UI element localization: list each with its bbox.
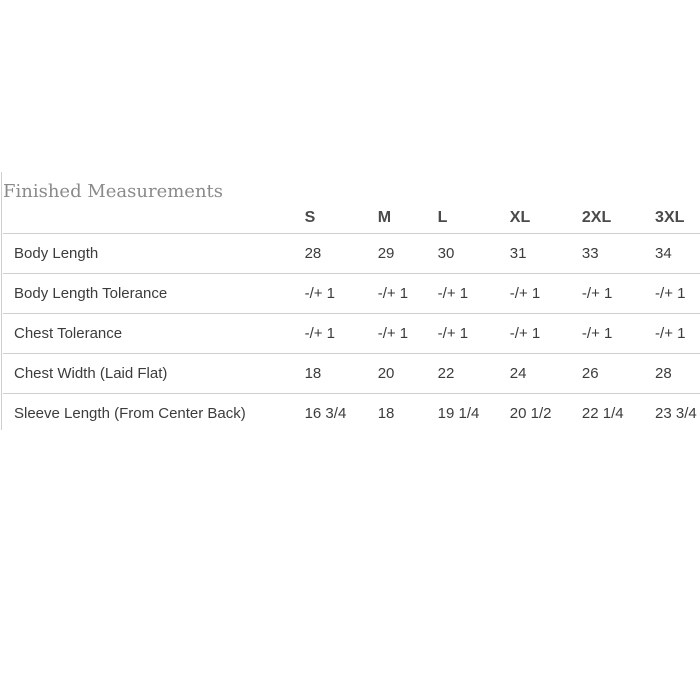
table-row — [3, 314, 700, 354]
cell-value: -/+ 1 — [427, 274, 499, 314]
cell-value: 16 3/4 — [304, 405, 347, 422]
cell-value: 19 1/4 — [437, 405, 480, 422]
row-label: Sleeve Length (From Center Back) — [14, 405, 246, 422]
cell-value: 33 — [571, 234, 644, 274]
header-size-xl: XL — [499, 203, 571, 234]
header-row — [3, 203, 700, 234]
cell-value: 28 — [644, 354, 700, 394]
size-chart-table — [3, 203, 700, 433]
header-label-cell — [3, 203, 294, 234]
row-label: Body Length Tolerance — [3, 274, 294, 314]
cell-value: 20 1/2 — [509, 405, 552, 422]
cell-value: -/+ 1 — [499, 314, 571, 354]
cell-value: 28 — [294, 234, 367, 274]
cell-value: -/+ 1 — [294, 314, 367, 354]
cell-value: 34 — [644, 234, 700, 274]
cell-value: 31 — [499, 234, 571, 274]
table-left-border — [1, 172, 2, 430]
cell-value: -/+ 1 — [427, 314, 499, 354]
table-row — [3, 394, 700, 434]
cell-value: -/+ 1 — [644, 274, 700, 314]
cell-value: 20 — [367, 354, 427, 394]
cell-value: 30 — [427, 234, 499, 274]
cell-value: 29 — [367, 234, 427, 274]
table-row — [3, 354, 700, 394]
cell-value: -/+ 1 — [571, 314, 644, 354]
table-row — [3, 234, 700, 274]
row-label: Chest Width (Laid Flat) — [3, 354, 294, 394]
header-size-2xl: 2XL — [571, 203, 644, 234]
header-size-3xl: 3XL — [644, 203, 700, 234]
cell-value: -/+ 1 — [367, 274, 427, 314]
table-row — [3, 274, 700, 314]
cell-value: 18 — [294, 354, 367, 394]
header-size-l: L — [427, 203, 499, 234]
header-size-s: S — [294, 203, 367, 234]
table-caption: Finished Measurements — [3, 181, 224, 202]
cell-value: 18 — [377, 405, 395, 422]
cell-value: 24 — [499, 354, 571, 394]
cell-value: -/+ 1 — [571, 274, 644, 314]
cell-value: -/+ 1 — [499, 274, 571, 314]
cell-value: 22 1/4 — [581, 405, 624, 422]
row-label: Body Length — [3, 234, 294, 274]
header-size-m: M — [367, 203, 427, 234]
cell-value: -/+ 1 — [294, 274, 367, 314]
row-label: Chest Tolerance — [3, 314, 294, 354]
cell-value: -/+ 1 — [367, 314, 427, 354]
cell-value: -/+ 1 — [644, 314, 700, 354]
cell-value: 22 — [427, 354, 499, 394]
cell-value: 23 3/4 — [655, 405, 697, 422]
cell-value: 26 — [571, 354, 644, 394]
